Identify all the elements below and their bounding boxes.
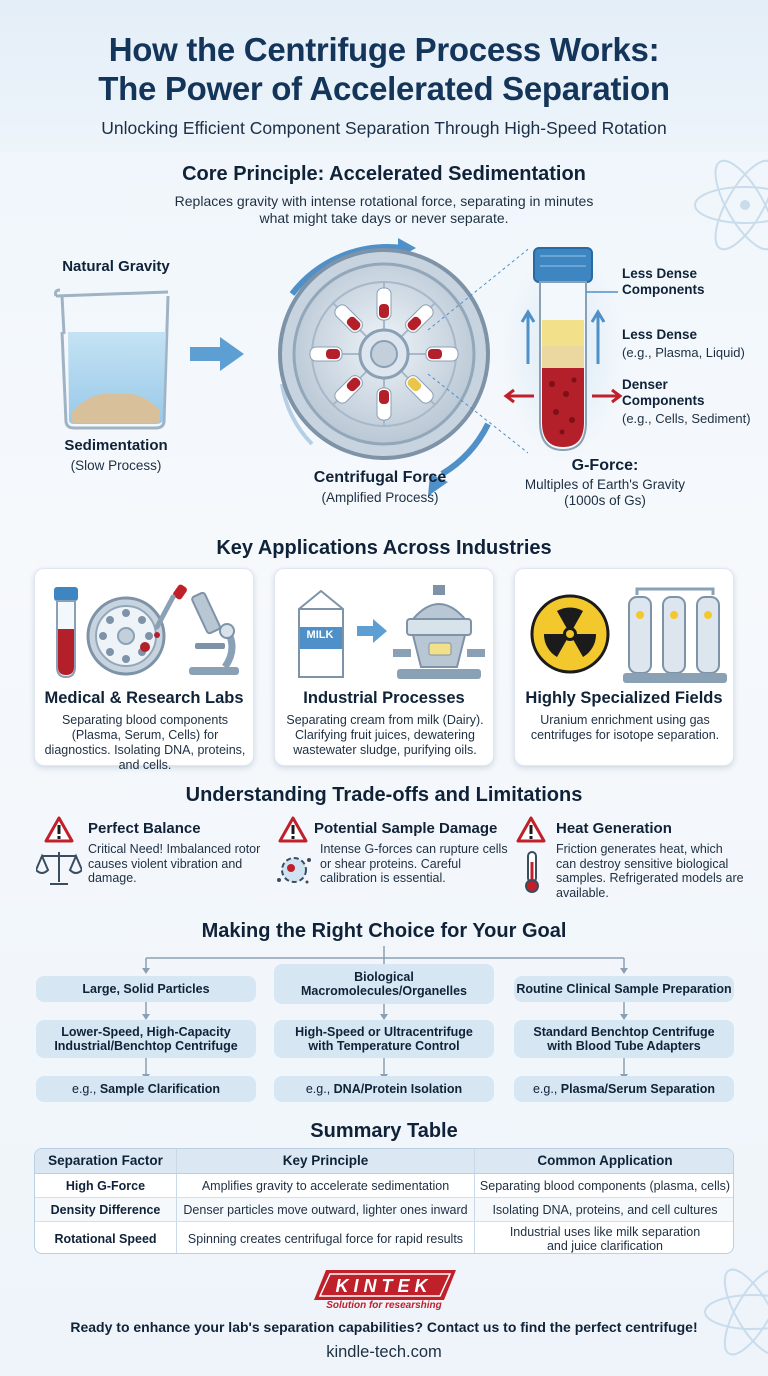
core-description: Replaces gravity with intense rotational force, separating in minutes what might take days or never separate. — [174, 193, 594, 226]
radiation-icon — [529, 593, 611, 675]
summary-title: Summary Table — [310, 1120, 458, 1142]
table-row — [35, 1174, 734, 1198]
equipment-pill: High-Speed or Ultracentrifuge with Temperature Control — [274, 1020, 494, 1058]
less-dense-label: Less Dense — [622, 327, 698, 342]
right-arrow-icon — [355, 617, 389, 645]
example-pill: e.g., DNA/Protein Isolation — [274, 1076, 494, 1102]
card-description: Separating blood components (Plasma, Serum, Cells) for diagnostics. Isolating DNA, proteins, and cells. — [44, 713, 246, 772]
card-description: Separating cream from milk (Dairy). Clarifying fruit juices, dewatering wastewater sludge, purifying oils. — [286, 713, 484, 757]
website-link[interactable]: kindle-tech.com — [326, 1343, 442, 1361]
table-cell: Denser particles move outward, lighter ones inward — [177, 1198, 475, 1221]
table-header-cell: Common Application — [537, 1153, 673, 1168]
warning-icon — [278, 816, 308, 844]
centrifuge-rotor-icon — [252, 234, 528, 506]
summary-table — [34, 1148, 734, 1254]
less-dense-components-label: Less Dense Components — [622, 266, 705, 297]
table-header-cell: Separation Factor — [35, 1149, 177, 1173]
page-title — [0, 30, 768, 108]
gas-centrifuge-icon — [623, 585, 727, 685]
applications-title: Key Applications Across Industries — [216, 537, 552, 559]
logo-text: KINTEK — [335, 1276, 433, 1296]
application-card-medical — [34, 568, 254, 772]
industrial-separator-icon — [393, 583, 485, 683]
table-row — [35, 1198, 734, 1222]
example-pill: e.g., Plasma/Serum Separation — [514, 1076, 734, 1102]
title-line-1: How the Centrifuge Process Works: — [108, 31, 660, 68]
table-row — [35, 1222, 734, 1254]
tradeoff-title: Perfect Balance — [88, 820, 201, 837]
kintek-logo — [312, 1268, 458, 1302]
table-cell: Separating blood components (plasma, cells) — [479, 1178, 731, 1193]
table-cell: Spinning creates centrifugal force for rapid results — [177, 1222, 475, 1254]
card-title: Industrial Processes — [303, 689, 465, 707]
tradeoff-title: Heat Generation — [556, 820, 672, 837]
tradeoff-description: Intense G-forces can rupture cells or shear proteins. Careful calibration is essential. — [320, 842, 508, 885]
ruptured-cell-icon — [276, 852, 312, 888]
goal-pill: Biological Macromolecules/Organelles — [274, 964, 494, 1004]
table-cell: Amplifies gravity to accelerate sedimentation — [177, 1174, 475, 1197]
card-description: Uranium enrichment using gas centrifuges for isotope separation. — [530, 713, 720, 742]
sedimentation-label: Sedimentation — [64, 437, 168, 454]
header — [0, 0, 768, 152]
call-to-action: Ready to enhance your lab's separation capabilities? Contact us to find the perfect centrifuge! — [70, 1319, 698, 1335]
denser-components-label: Denser Components — [622, 377, 705, 408]
tradeoff-description: Critical Need! Imbalanced rotor causes violent vibration and damage. — [88, 842, 261, 885]
table-cell: Density Difference — [35, 1198, 177, 1221]
table-header-row — [35, 1149, 734, 1174]
milk-label: MILK — [306, 629, 334, 641]
logo-tagline: Solution for researshing — [326, 1300, 442, 1311]
denser-example: (e.g., Cells, Sediment) — [622, 411, 751, 426]
tradeoffs-title: Understanding Trade-offs and Limitations — [185, 784, 583, 806]
card-title: Highly Specialized Fields — [525, 689, 723, 707]
table-header-cell: Key Principle — [177, 1149, 475, 1173]
less-dense-example: (e.g., Plasma, Liquid) — [622, 345, 745, 360]
warning-icon — [516, 816, 546, 844]
table-cell: Isolating DNA, proteins, and cell cultures — [492, 1202, 718, 1217]
amplified-process-label: (Amplified Process) — [321, 490, 439, 505]
right-arrow-icon — [188, 334, 246, 374]
test-tube-icon — [500, 244, 626, 462]
tradeoff-description: Friction generates heat, which can destroy sensitive biological samples. Refrigerated models are available. — [556, 842, 744, 900]
beaker-icon — [52, 282, 178, 430]
application-card-industrial — [274, 568, 494, 766]
g-force-label: G-Force: — [571, 457, 639, 474]
table-cell: Rotational Speed — [35, 1222, 177, 1254]
balance-scale-icon — [36, 848, 82, 888]
choice-title: Making the Right Choice for Your Goal — [201, 920, 567, 942]
example-pill: e.g., Sample Clarification — [36, 1076, 256, 1102]
title-line-2: The Power of Accelerated Separation — [98, 70, 670, 107]
g-force-description: Multiples of Earth's Gravity (1000s of Gs) — [524, 477, 686, 508]
natural-gravity-label: Natural Gravity — [62, 258, 170, 275]
microscope-icon — [179, 587, 245, 679]
tradeoff-perfect-balance — [34, 816, 270, 896]
equipment-pill: Lower-Speed, High-Capacity Industrial/Benchtop Centrifuge — [36, 1020, 256, 1058]
goal-pill: Routine Clinical Sample Preparation — [514, 976, 734, 1002]
page-subtitle: Unlocking Efficient Component Separation Through High-Speed Rotation — [101, 118, 667, 138]
application-card-specialized — [514, 568, 734, 766]
tradeoff-title: Potential Sample Damage — [314, 820, 498, 837]
equipment-pill: Standard Benchtop Centrifuge with Blood Tube Adapters — [514, 1020, 734, 1058]
core-title: Core Principle: Accelerated Sedimentation — [182, 163, 586, 185]
table-cell: High G-Force — [35, 1174, 177, 1197]
warning-icon — [44, 816, 74, 844]
table-cell: Industrial uses like milk separation and juice clarification — [509, 1224, 701, 1253]
card-title: Medical & Research Labs — [44, 689, 244, 707]
tradeoff-sample-damage — [276, 816, 512, 896]
goal-pill: Large, Solid Particles — [36, 976, 256, 1002]
centrifugal-force-label: Centrifugal Force — [313, 469, 447, 486]
blood-tube-icon — [49, 585, 83, 681]
thermometer-icon — [520, 850, 544, 894]
slow-process-label: (Slow Process) — [70, 458, 162, 473]
tradeoff-heat-generation — [514, 816, 750, 906]
